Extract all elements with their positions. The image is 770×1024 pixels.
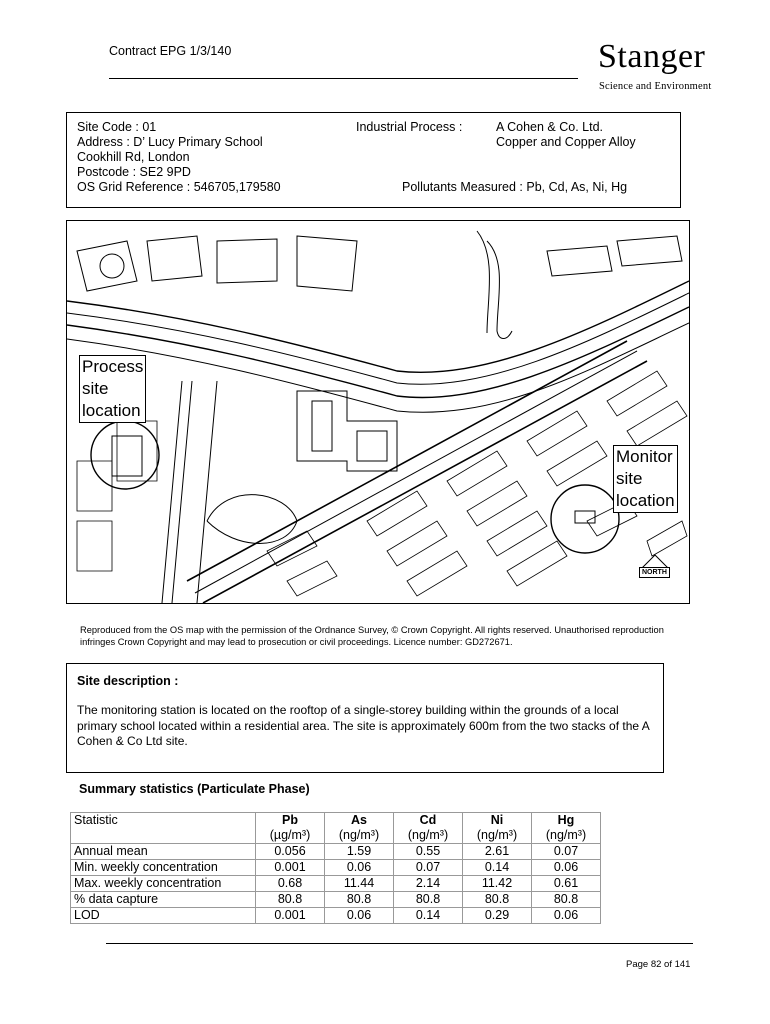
process-type: Copper and Copper Alloy — [496, 135, 636, 149]
column-header: Cd — [394, 813, 463, 829]
site-grid-reference: OS Grid Reference : 546705,179580 — [77, 180, 281, 194]
table-cell: 2.14 — [394, 876, 463, 892]
table-header-row — [71, 813, 601, 829]
monitor-label-line: location — [616, 491, 675, 510]
table-cell: 0.55 — [394, 844, 463, 860]
table-cell: 80.8 — [325, 892, 394, 908]
table-cell: 0.14 — [394, 908, 463, 924]
table-cell: 0.06 — [325, 908, 394, 924]
page-number: Page 82 of 141 — [626, 959, 691, 970]
column-unit: (ng/m³) — [532, 828, 601, 844]
table-row — [71, 892, 601, 908]
site-map — [66, 220, 690, 604]
row-label: % data capture — [71, 892, 256, 908]
table-cell: 11.44 — [325, 876, 394, 892]
column-header: As — [325, 813, 394, 829]
table-row — [71, 876, 601, 892]
table-cell: 0.29 — [463, 908, 532, 924]
table-cell: 0.06 — [325, 860, 394, 876]
table-cell: 0.61 — [532, 876, 601, 892]
table-cell: 0.07 — [532, 844, 601, 860]
process-site-label — [79, 355, 146, 423]
row-label: Max. weekly concentration — [71, 876, 256, 892]
site-address: Address : D’ Lucy Primary School — [77, 135, 263, 149]
table-cell: 80.8 — [394, 892, 463, 908]
site-street: Cookhill Rd, London — [77, 150, 190, 164]
table-cell: 0.68 — [256, 876, 325, 892]
column-unit: (ng/m³) — [394, 828, 463, 844]
table-row — [71, 908, 601, 924]
table-cell: 11.42 — [463, 876, 532, 892]
table-cell: 0.06 — [532, 860, 601, 876]
process-label-line: location — [82, 401, 141, 420]
table-cell: 0.07 — [394, 860, 463, 876]
table-cell: 1.59 — [325, 844, 394, 860]
monitor-label-line: site — [616, 469, 643, 488]
table-cell: 80.8 — [532, 892, 601, 908]
company-tagline: Science and Environment — [599, 81, 712, 92]
process-company: A Cohen & Co. Ltd. — [496, 120, 604, 134]
monitor-site-label — [613, 445, 678, 513]
table-cell: 80.8 — [256, 892, 325, 908]
table-cell: 80.8 — [463, 892, 532, 908]
row-label: LOD — [71, 908, 256, 924]
column-unit: (ng/m³) — [463, 828, 532, 844]
process-label-line: Process — [82, 357, 144, 376]
summary-title: Summary statistics (Particulate Phase) — [79, 782, 310, 796]
table-cell: 2.61 — [463, 844, 532, 860]
site-code: Site Code : 01 — [77, 120, 157, 134]
site-postcode: Postcode : SE2 9PD — [77, 165, 191, 179]
company-logo: Stanger — [598, 38, 706, 75]
footer-divider — [106, 943, 693, 944]
table-cell: 0.001 — [256, 860, 325, 876]
table-row — [71, 844, 601, 860]
header-divider — [109, 78, 578, 79]
table-cell: 0.056 — [256, 844, 325, 860]
copyright-notice: Reproduced from the OS map with the permission of the Ordnance Survey, © Crown Copyright. All rights reserved. Unauthorised reproduction infringes Crown Copyright and may lead to prosecution or civil proceedings. Licence number: GD272671. — [80, 625, 664, 647]
column-header: Hg — [532, 813, 601, 829]
column-header: Pb — [256, 813, 325, 829]
process-label-line: site — [82, 379, 109, 398]
north-arrow-label: NORTH — [639, 567, 670, 578]
map-drawing — [67, 221, 689, 603]
site-description-box — [66, 663, 664, 773]
industrial-process-label: Industrial Process : — [356, 120, 463, 134]
column-unit: (ng/m³) — [325, 828, 394, 844]
column-header: Ni — [463, 813, 532, 829]
statistic-header: Statistic — [71, 813, 256, 844]
row-label: Annual mean — [71, 844, 256, 860]
table-cell: 0.06 — [532, 908, 601, 924]
site-description-text: The monitoring station is located on the rooftop of a single-storey building within the grounds of a local primary school located within a residential area. The site is approximately 600m from the two stacks of the A Cohen & Co Ltd site. — [77, 703, 650, 748]
site-description-title: Site description : — [77, 674, 179, 688]
row-label: Min. weekly concentration — [71, 860, 256, 876]
contract-reference: Contract EPG 1/3/140 — [109, 44, 232, 58]
column-unit: (µg/m³) — [256, 828, 325, 844]
monitor-label-line: Monitor — [616, 447, 673, 466]
site-info-box — [66, 112, 681, 208]
table-cell: 0.14 — [463, 860, 532, 876]
table-cell: 0.001 — [256, 908, 325, 924]
summary-statistics-table — [70, 812, 601, 924]
pollutants-measured: Pollutants Measured : Pb, Cd, As, Ni, Hg — [402, 180, 628, 194]
table-row — [71, 860, 601, 876]
